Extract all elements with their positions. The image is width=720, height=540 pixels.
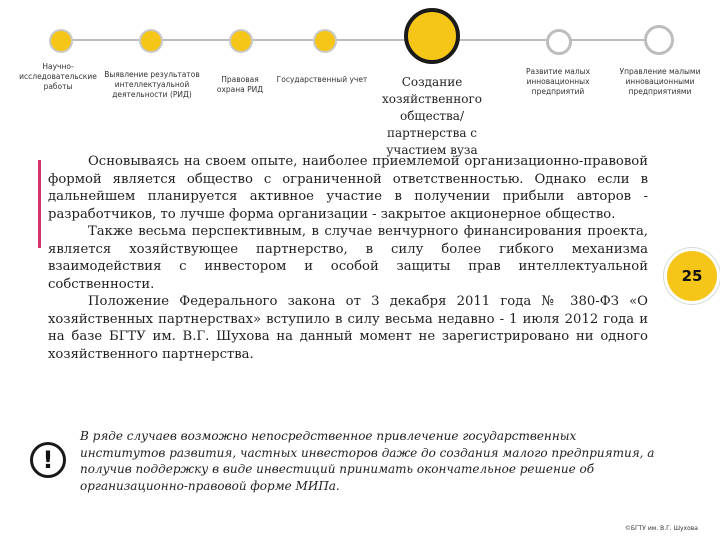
page-number-badge: 25 [664,248,720,304]
timeline-step-label: Государственный учет [276,75,368,84]
timeline-step-label: Научно-исследовательские работы [19,62,97,91]
timeline-step-label: Правовая охрана РИД [216,75,264,94]
timeline-step-3[interactable] [229,29,253,53]
timeline-step-label: Управление малыми инновационными предприятиями [619,67,701,96]
body-paragraph: Положение Федерального закона от 3 декабря 2011 года № 380-ФЗ «О хозяйственных партнерствах» вступило в силу весьма недавно - 1 июля 2012 года и на базе БГТУ им. В.Г. Шухова на данный момент не зарегистрировано ни одного хозяйственного партнерства. [48,294,648,362]
accent-bar [38,160,41,248]
exclamation-icon [30,442,66,478]
timeline-step-label: Выявление результатов интеллектуальной деятельности (РИД) [104,70,200,99]
timeline-step-5[interactable] [404,8,460,64]
timeline-step-label: Создание хозяйственного общества/партнерства с участием вуза [381,75,483,157]
timeline-step-label: Развитие малых инновационных предприятий [525,67,591,96]
timeline-step-4[interactable] [313,29,337,53]
timeline-step-6[interactable] [546,29,572,55]
body-text [48,153,648,363]
body-paragraph: Также весьма перспективным, в случае венчурного финансирования проекта, является хозяйствующее партнерство, в силу более гибкого механизма взаимодействия с инвестором и особой защиты прав интеллектуальной собственности. [48,224,648,292]
timeline-step-1[interactable] [49,29,73,53]
body-paragraph: Основываясь на своем опыте, наиболее приемлемой организационно-правовой формой является общество с ограниченной ответственностью. Однако если в дальнейшем планируется активное участие в получении прибыли авторов - разработчиков, то лучше форма организации - закрытое акционерное общество. [48,154,648,222]
note-text: В ряде случаев возможно непосредственное привлечение государственных институтов развития, частных инвесторов даже до создания малого предприятия, а получив поддержку в виде инвестиций принимать окончательное решение об организационно-правовой форме МИПа. [80,429,655,493]
exclamation-symbol: ! [42,446,54,474]
footer-copyright: ©БГТУ им. В.Г. Шухова [624,525,698,532]
timeline-step-2[interactable] [139,29,163,53]
timeline-step-7[interactable] [644,25,674,55]
